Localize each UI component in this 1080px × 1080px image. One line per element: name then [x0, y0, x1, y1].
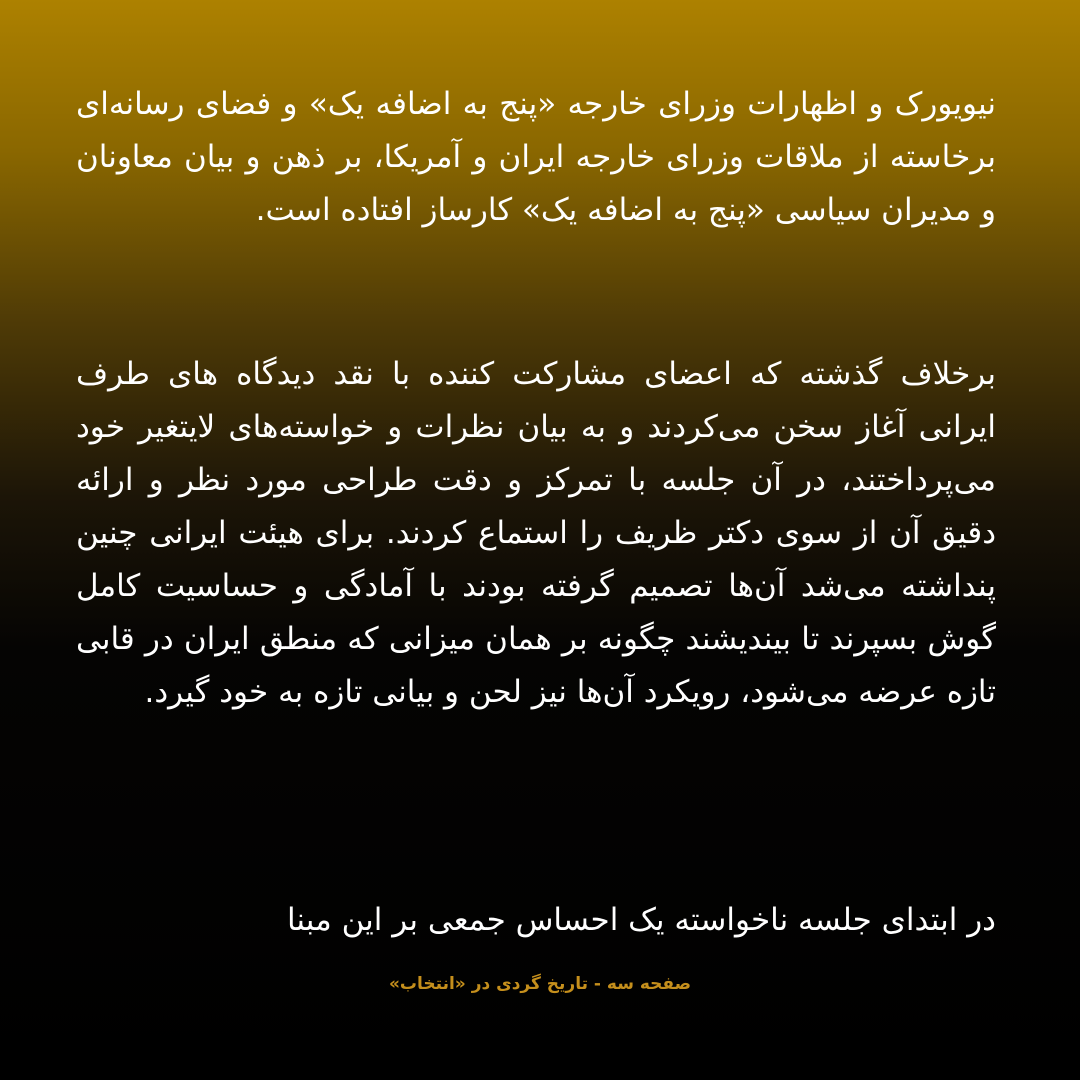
paragraph-3: در ابتدای جلسه ناخواسته یک احساس جمعی بر این مبنا — [286, 902, 996, 938]
paragraph-1: نیویورک و اظهارات وزرای خارجه «پنج به اضافه یک» و فضای رسانه‌ای برخاسته از ملاقات وزرای خارجه ایران و آمریکا، بر ذهن و بیان معاونان و مدیران سیاسی «پنج به اضافه یک» کارساز افتاده است. — [76, 86, 996, 228]
paragraph-2: برخلاف گذشته که اعضای مشارکت کننده با نقد دیدگاه های طرف ایرانی آغاز سخن می‌کردند و به بیان نظرات و خواسته‌های لایتغیر خود می‌پرداختند، در آن جلسه با تمرکز و دقت طراحی مورد نظر و ارائه دقیق آن از سوی دکتر ظریف را استماع کردند. برای هیئت ایرانی چنین پنداشته می‌شد آن‌ها تصمیم گرفته بودند با آمادگی و حساسیت کامل گوش بسپرند تا بیندیشند چگونه بر همان میزانی که منطق ایران در قابی تازه عرضه می‌شود، رویکرد آن‌ها نیز لحن و بیانی تازه به خود گیرد. — [76, 356, 996, 710]
footer-caption: صفحه سه - تاریخ گردی در «انتخاب» — [388, 974, 692, 994]
